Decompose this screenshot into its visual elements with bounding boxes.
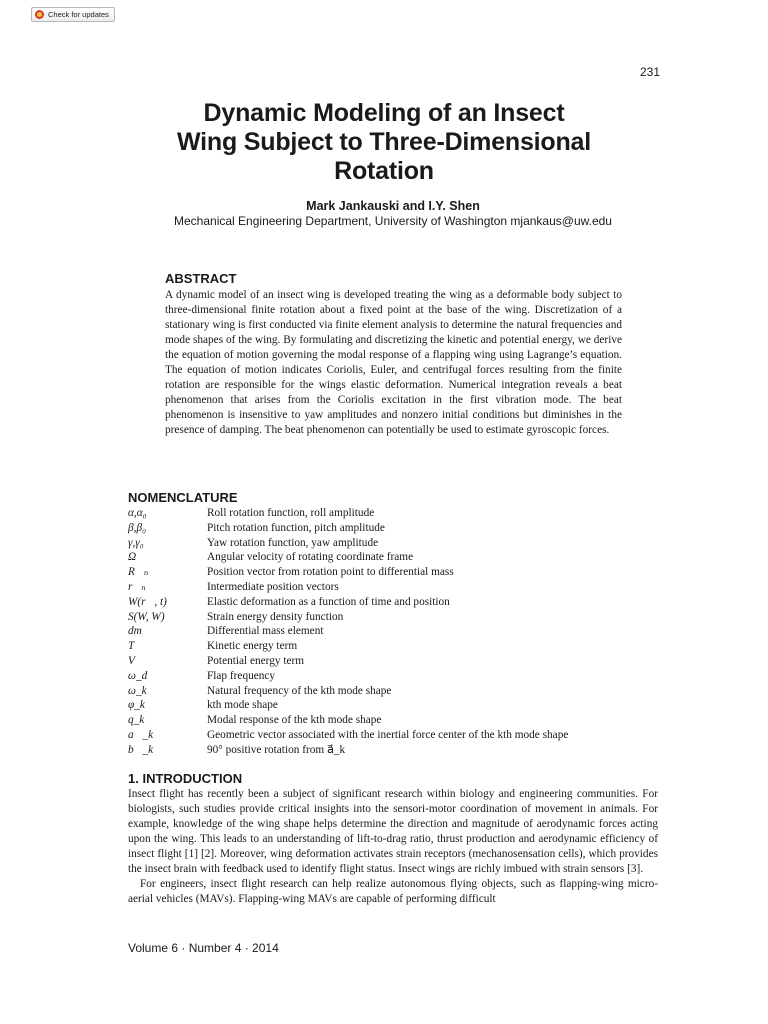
nomenclature-symbol: a⃗_k: [128, 728, 154, 741]
crossmark-icon: [35, 10, 44, 19]
nomenclature-item: [128, 506, 648, 521]
nomenclature-list: [128, 506, 648, 758]
nomenclature-item: [128, 728, 648, 743]
nomenclature-definition: Position vector from rotation point to differential mass: [207, 566, 454, 579]
nomenclature-item: [128, 550, 648, 565]
introduction-heading: 1. INTRODUCTION: [128, 771, 243, 786]
intro-paragraph: Insect flight has recently been a subject of significant research within biology and engineering communities. For biologists, such studies provide critical insights into the sensori-motor coordination of movement in animals. For example, knowledge of the wing shape helps determine the direction and magnitude of aerodynamic forces acting upon the wing. This leads to an understanding of lift-to-drag ratio, thrust production and aerodynamic efficiency of insect flight [1] [2]. Moreover, wing deformation activates strain receptors (mechanosensation cells), which provides the insect brain with feedback used to identify flight status. Insect wings are richly imbued with strain sensors [3].: [128, 788, 658, 875]
nomenclature-symbol: α,α₀: [128, 507, 147, 519]
check-for-updates-button[interactable]: [31, 7, 115, 22]
nomenclature-symbol: ω_d: [128, 669, 148, 682]
affiliation: Mechanical Engineering Department, University of Washington mjankaus@uw.edu: [174, 214, 612, 228]
nomenclature-symbol: b⃗_k: [128, 743, 154, 756]
nomenclature-symbol: γ,γ₀: [128, 536, 144, 549]
nomenclature-item: [128, 595, 648, 610]
nomenclature-definition: kth mode shape: [207, 699, 278, 712]
nomenclature-definition: Modal response of the kth mode shape: [207, 714, 382, 727]
nomenclature-definition: Angular velocity of rotating coordinate frame: [207, 551, 414, 564]
nomenclature-symbol: ω_k: [128, 684, 147, 697]
nomenclature-symbol: q_k: [128, 714, 145, 727]
nomenclature-definition: Strain energy density function: [207, 610, 344, 623]
nomenclature-item: [128, 624, 648, 639]
title-line: Dynamic Modeling of an Insect: [203, 99, 565, 127]
nomenclature-item: [128, 565, 648, 580]
nomenclature-item: [128, 639, 648, 654]
nomenclature-item: [128, 698, 648, 713]
nomenclature-definition: Yaw rotation function, yaw amplitude: [207, 536, 379, 549]
nomenclature-symbol: W(r⃗, t): [128, 595, 167, 608]
title-line: Rotation: [334, 157, 434, 185]
nomenclature-definition: Elastic deformation as a function of time and position: [207, 595, 450, 608]
introduction-body: [128, 787, 658, 907]
nomenclature-symbol: β,β₀: [128, 521, 147, 534]
nomenclature-definition: Geometric vector associated with the inertial force center of the kth mode shape: [207, 728, 569, 741]
check-for-updates-label: Check for updates: [48, 10, 109, 19]
nomenclature-symbol: dm: [128, 625, 142, 638]
nomenclature-item: [128, 713, 648, 728]
abstract-heading: ABSTRACT: [165, 271, 237, 286]
nomenclature-item: [128, 743, 648, 758]
nomenclature-definition: Kinetic energy term: [207, 640, 298, 653]
nomenclature-symbol: φ_k: [128, 699, 145, 712]
nomenclature-item: [128, 521, 648, 536]
nomenclature-definition: Pitch rotation function, pitch amplitude: [207, 521, 385, 534]
nomenclature-item: [128, 610, 648, 625]
nomenclature-definition: Flap frequency: [207, 669, 276, 682]
nomenclature-heading: NOMENCLATURE: [128, 490, 238, 505]
abstract-text: A dynamic model of an insect wing is developed treating the wing as a deformable body subject to three-dimensional finite rotation about a fixed point at the base of the wing. Discretization of a stationary wing is first conducted via finite element analysis to determine the natural frequencies and mode shapes of the wing. By formulating and discretizing the kinetic and potential energy, we derive the equation of motion governing the modal response of a flapping wing using Lagrange’s equation. The equation of motion indicates Coriolis, Euler, and centrifugal forces resulting from the finite rotation are responsible for the wings elastic deformation. Numerical integration reveals a beat phenomenon that arises from the Coriolis excitation in the first vibration mode. The beat phenomenon is insensitive to yaw amplitudes and nonzero initial conditions but diminishes in the presence of damping. The beat phenomenon can potentially be used to estimate gyroscopic forces.: [165, 289, 622, 436]
nomenclature-item: [128, 580, 648, 595]
nomenclature-symbol: S(W, W): [128, 610, 165, 623]
nomenclature-definition: Potential energy term: [207, 654, 305, 667]
nomenclature-definition: Natural frequency of the kth mode shape: [207, 684, 392, 697]
nomenclature-symbol: r⃗ₙ: [128, 580, 146, 593]
nomenclature-definition: Intermediate position vectors: [207, 580, 339, 593]
authors: Mark Jankauski and I.Y. Shen: [306, 199, 480, 213]
nomenclature-item: [128, 669, 648, 684]
nomenclature-definition: 90° positive rotation from a⃗_k: [207, 743, 346, 756]
nomenclature-definition: Roll rotation function, roll amplitude: [207, 507, 375, 519]
journal-footer: Volume 6 · Number 4 · 2014: [128, 941, 279, 955]
intro-paragraph: For engineers, insect flight research can help realize autonomous flying objects, such as flapping-wing micro-aerial vehicles (MAVs). Flapping-wing MAVs are capable of performing difficult: [128, 878, 658, 905]
nomenclature-item: [128, 654, 648, 669]
title-line: Wing Subject to Three-Dimensional: [176, 128, 592, 156]
nomenclature-symbol: R⃗ₙ: [128, 566, 149, 579]
paper-title: [0, 99, 768, 186]
nomenclature-symbol: T: [128, 640, 135, 653]
nomenclature-item: [128, 684, 648, 699]
nomenclature-definition: Differential mass element: [207, 625, 324, 638]
page-number: 231: [639, 65, 660, 79]
nomenclature-item: [128, 536, 648, 551]
nomenclature-symbol: V: [128, 654, 135, 667]
nomenclature-symbol: Ω⃗: [128, 551, 145, 564]
